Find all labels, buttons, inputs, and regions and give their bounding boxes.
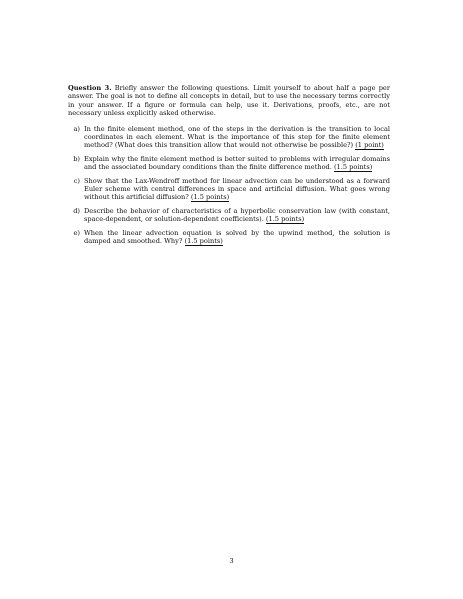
question-intro (68, 84, 390, 118)
item-marker: d) (73, 206, 80, 215)
item-text (84, 207, 390, 224)
item-points: (1.5 points) (265, 215, 305, 224)
item-text (84, 229, 390, 246)
question-instructions: Briefly answer the following questions. Limit yourself to about half a page per answer. The goal is not to define all concepts in detail, but to use the necessary terms correctly in your answer. If a figure or formula can help, use it. Derivations, proofs, etc., are not necessary unless explicitly asked otherwise. (68, 84, 390, 118)
item-question: Describe the behavior of characteristics of a hyperbolic conservation law (with constant, space-dependent, or solution-dependent coefficients). (84, 206, 390, 224)
item-text (84, 177, 390, 203)
item-points: (1.5 points) (184, 237, 223, 246)
item-question: In the finite element method, one of the steps in the derivation is the transition to local coordinates in each element. What is the importance of this step for the finite element method? (What does this transition allow that would not otherwise be possible?) (84, 124, 390, 150)
item-marker: e) (73, 228, 80, 237)
page-number: 3 (229, 557, 234, 565)
item-question: Explain why the finite element method is better suited to problems with irregular domains and the associated boundary conditions than the finite difference method. (84, 154, 390, 172)
list-item (68, 177, 390, 203)
item-points: (1 point) (355, 141, 384, 150)
item-marker: a) (73, 124, 80, 133)
item-points: (1.5 points) (190, 193, 230, 202)
question-list (68, 125, 390, 246)
item-question: Show that the Lax-Wendroff method for linear advection can be understood as a forward Euler scheme with central differences in space and artificial diffusion. What goes wrong without this artificial diffusion? (84, 176, 390, 202)
item-marker: b) (73, 154, 80, 163)
list-item (68, 229, 390, 246)
item-points: (1.5 points) (333, 163, 373, 172)
list-item (68, 207, 390, 224)
question-block (68, 84, 390, 250)
question-title: Question 3. (68, 84, 112, 92)
list-item (68, 155, 390, 172)
list-item (68, 125, 390, 151)
item-marker: c) (73, 176, 80, 185)
item-question: When the linear advection equation is solved by the upwind method, the solution is damped and smoothed. Why? (84, 228, 390, 246)
item-text (84, 125, 390, 151)
item-text (84, 155, 390, 172)
